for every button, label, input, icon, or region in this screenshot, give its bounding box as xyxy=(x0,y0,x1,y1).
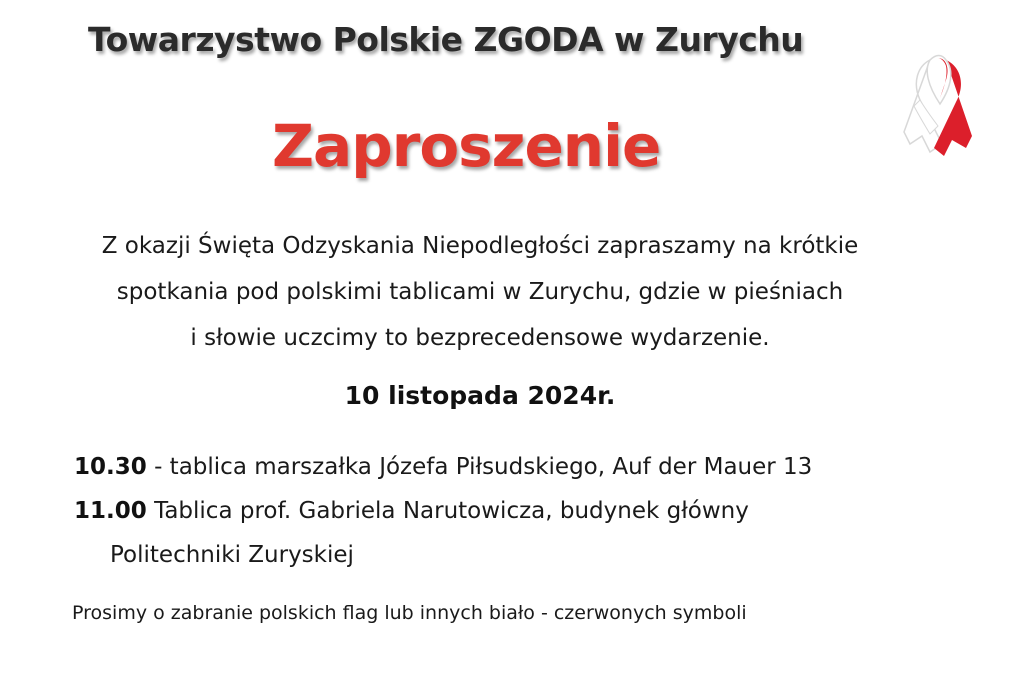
schedule-item xyxy=(74,445,812,489)
organization-title: Towarzystwo Polskie ZGODA w Zurychu xyxy=(88,20,804,59)
footer-note: Prosimy o zabranie polskich flag lub innych biało - czerwonych symboli xyxy=(72,602,747,624)
intro-paragraph xyxy=(30,223,930,361)
event-date: 10 listopada 2024r. xyxy=(344,381,616,410)
invitation-title: Zaproszenie xyxy=(272,112,661,180)
intro-line: spotkania pod polskimi tablicami w Zurychu, gdzie w pieśniach xyxy=(116,279,844,305)
schedule-text: - tablica marszałka Józefa Piłsudskiego, Auf der Mauer 13 xyxy=(146,454,813,480)
polish-ribbon-icon xyxy=(900,52,976,162)
schedule-time: 11.00 xyxy=(74,498,147,524)
schedule-text: Tablica prof. Gabriela Narutowicza, budynek główny xyxy=(146,498,749,524)
intro-line: i słowie uczcimy to bezprecedensowe wydarzenie. xyxy=(190,325,770,351)
intro-line: Z okazji Święta Odzyskania Niepodległości zapraszamy na krótkie xyxy=(101,233,859,259)
schedule-list xyxy=(74,445,812,577)
schedule-item-continuation: Politechniki Zuryskiej xyxy=(110,542,354,568)
schedule-time: 10.30 xyxy=(74,454,147,480)
schedule-item xyxy=(74,489,812,533)
